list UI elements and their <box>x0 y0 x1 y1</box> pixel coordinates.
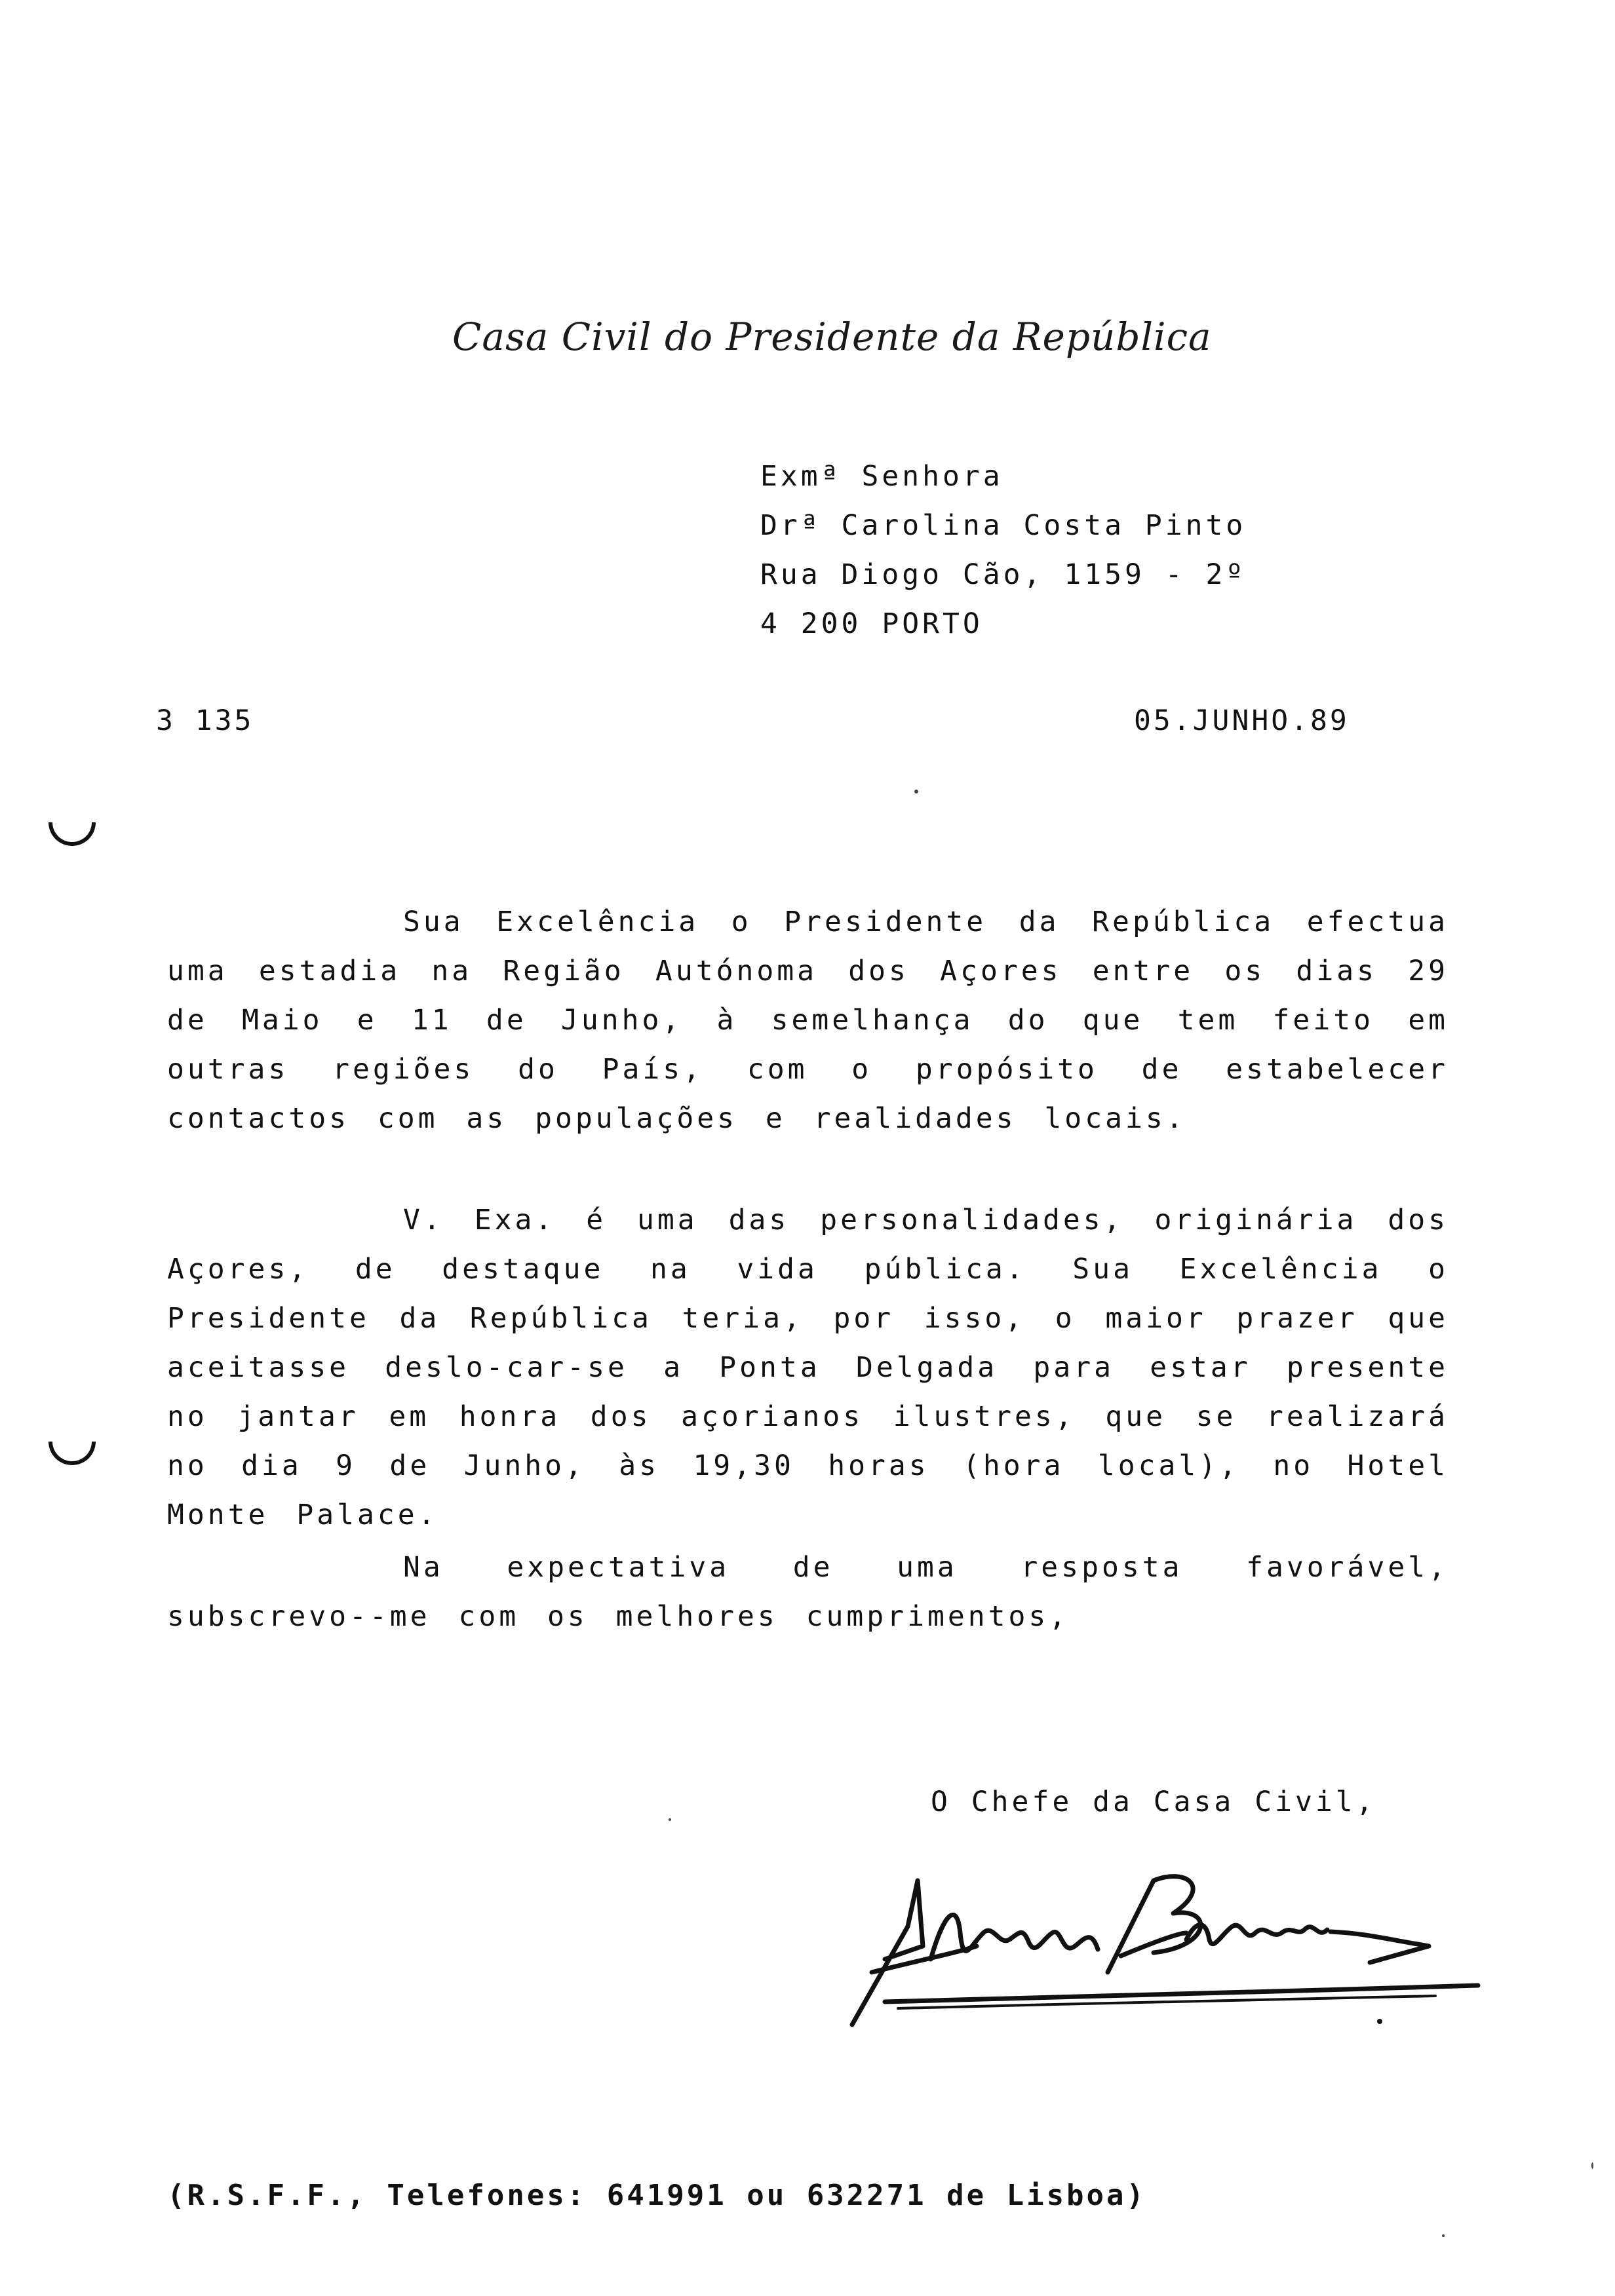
scan-speck <box>1591 2162 1593 2169</box>
body-paragraph-2: V. Exa. é uma das personalidades, originária dos Açores, de destaque na vida pública. Sua Excelência o Presidente da República teria, por isso, o maior prazer que aceitasse deslo-car-se a Ponta Delgada para estar presente no jantar em honra dos açorianos ilustres, que se realizará no dia 9 de Junho, às 19,30 horas (hora local), no Hotel Monte Palace. <box>167 1204 1449 1531</box>
footer-contact: (R.S.F.F., Telefones: 641991 ou 632271 de Lisboa) <box>167 2179 1147 2212</box>
recipient-address <box>760 452 1246 649</box>
body-paragraph-3: Na expectativa de uma resposta favorável, subscrevo--me com os melhores cumprimentos, <box>167 1551 1449 1633</box>
punch-hole-mark <box>49 822 96 846</box>
letter-date: 05.JUNHO.89 <box>1134 704 1350 737</box>
recipient-street: Rua Diogo Cão, 1159 - 2º <box>760 558 1247 591</box>
punch-hole-mark <box>49 1442 96 1465</box>
recipient-name: Drª Carolina Costa Pinto <box>760 509 1247 542</box>
scan-speck <box>914 790 918 794</box>
scan-speck <box>1442 2234 1445 2237</box>
scan-speck <box>669 1818 671 1821</box>
recipient-city: 4 200 PORTO <box>760 607 983 640</box>
reference-number: 3 135 <box>156 704 254 737</box>
recipient-salutation: Exmª Senhora <box>760 460 1003 493</box>
handwritten-signature <box>846 1835 1481 2051</box>
body-paragraph-1: Sua Excelência o Presidente da República efectua uma estadia na Região Autónoma dos Açores entre os dias 29 de Maio e 11 de Junho, à semelhança do que tem feito em outras regiões do País, com o propósito de estabelecer contactos com as populações e realidades locais. <box>167 906 1449 1135</box>
letterhead: Casa Civil do Presidente da República <box>452 315 1212 359</box>
closing-title: O Chefe da Casa Civil, <box>931 1786 1376 1818</box>
